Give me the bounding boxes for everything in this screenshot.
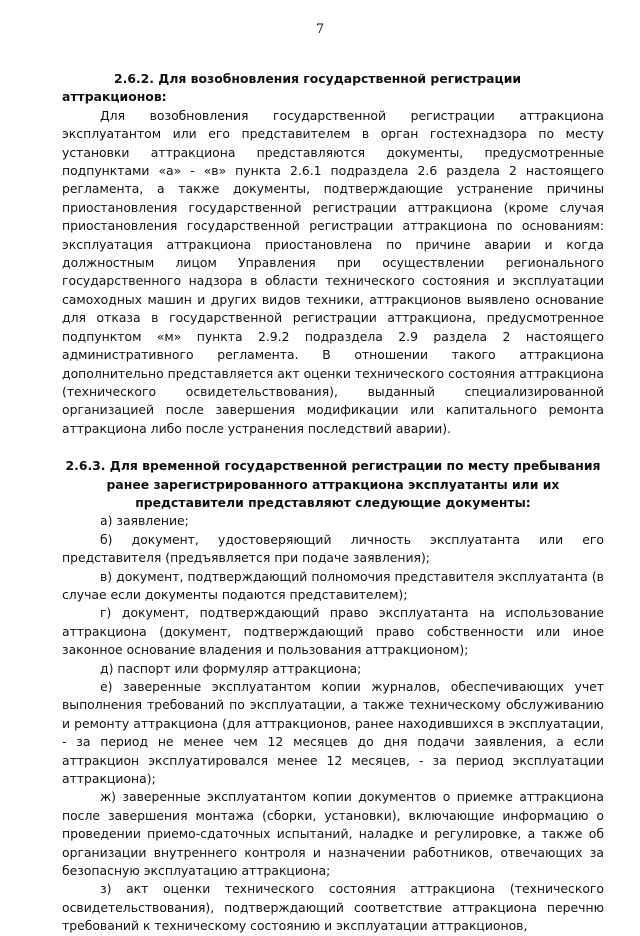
section-2-6-2-heading: 2.6.2. Для возобновления государственной регистрации аттракционов:: [62, 71, 522, 105]
section-2-6-2-paragraph: Для возобновления государственной регистрации аттракциона эксплуатантом или его представителем в орган гостехнадзора по месту установки аттракциона представляются документы, предусмотренные подпунктами «а» - «в» пункта 2.6.1 подраздела 2.6 раздела 2 настоящего регламента, а также документы, подтверждающие устранение причины приостановления государственной регистрации аттракциона (кроме случая приостановления государственной регистрации аттракциона по основаниям: эксплуатация аттракциона приостановлена по причине аварии и когда должностным лицом Управления при осуществлении регионального государственного надзора в области технического состояния и эксплуатации самоходных машин и других видов техники, аттракционов выявлено основание для отказа в государственной регистрации аттракциона, предусмотренное подпунктом «м» пункта 2.9.2 подраздела 2.9 раздела 2 настоящего административного регламента. В отношении такого аттракциона дополнительно представляется акт оценки технического состояния аттракциона (технического освидетельствования), выданный специализированной организацией после завершения модификации или капитального ремонта аттракциона либо после устранения последствий аварии).: [62, 107, 604, 436]
list-item-b: б) документ, удостоверяющий личность эксплуатанта или его представителя (предъявляется при подаче заявления);: [62, 531, 604, 566]
list-item-e: е) заверенные эксплуатантом копии журналов, обеспечивающих учет выполнения требований по эксплуатации, а также техническому обслуживанию и ремонту аттракциона (для аттракционов, ранее находившихся в эксплуатации, - за период не менее чем 12 месяцев до дня подачи заявления, а если аттракцион эксплуатировался менее 12 месяцев, - за период эксплуатации аттракциона);: [62, 679, 604, 787]
page-number: 7: [315, 22, 325, 37]
list-item-z: з) акт оценки технического состояния аттракциона (технического освидетельствования), подтверждающий соответствие аттракциона перечню требований к техническому состоянию и эксплуатации аттракционов,: [62, 881, 604, 934]
section-2-6-3-heading: 2.6.3. Для временной государственной регистрации по месту пребывания ранее зарегистрированного аттракциона эксплуатанты или их представители представляют следующие документы:: [65, 458, 601, 510]
list-item-v: в) документ, подтверждающий полномочия представителя эксплуатанта (в случае если документы подаются представителем);: [62, 568, 604, 602]
list-item-zh: ж) заверенные эксплуатантом копии документов о приемке аттракциона после завершения монтажа (сборки, установки), включающие информацию о проведении приемо-сдаточных испытаний, наладке и регулировке, а также об организации внутреннего контроля и назначении работников, отвечающих за безопасную эксплуатацию аттракциона;: [62, 789, 604, 879]
list-item-g: г) документ, подтверждающий право эксплуатанта на использование аттракциона (документ, подтверждающий право собственности или иное законное основание владения и пользования аттракционом);: [62, 605, 604, 658]
list-item-d: д) паспорт или формуляр аттракциона;: [100, 660, 362, 676]
document-body: [62, 70, 604, 936]
list-item-a: а) заявление;: [100, 513, 189, 529]
